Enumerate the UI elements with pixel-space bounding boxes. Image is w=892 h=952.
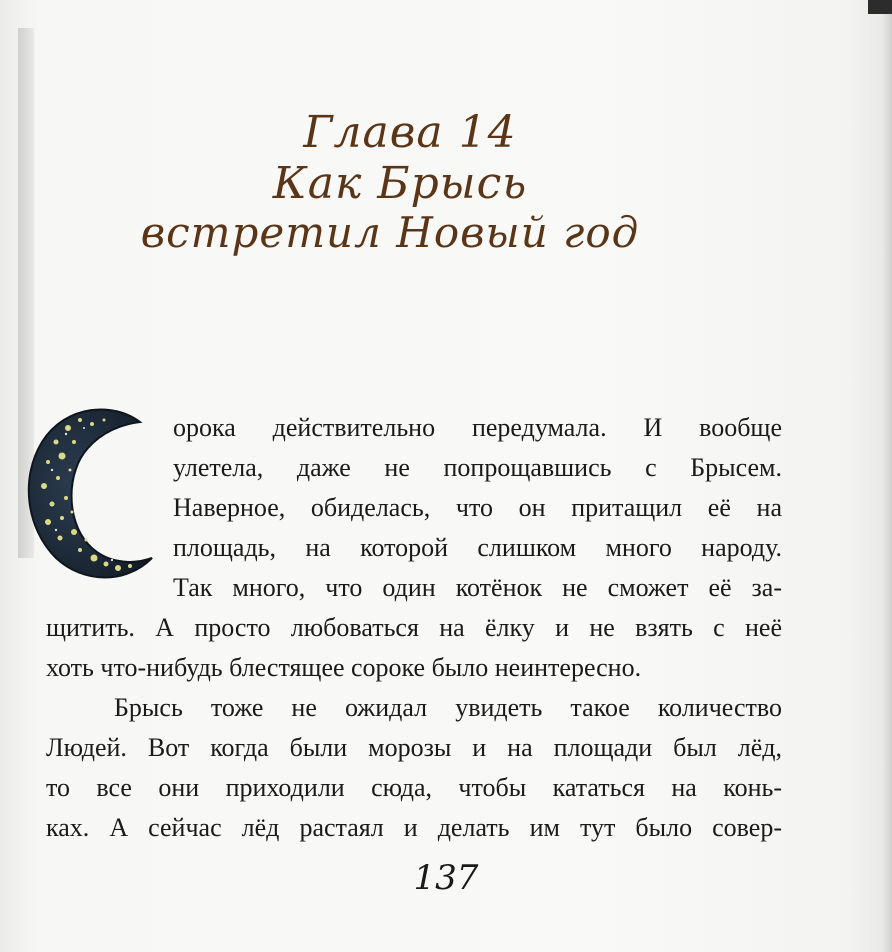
text-line: Брысь тоже не ожидал увидеть такое количество	[114, 693, 782, 722]
chapter-number: Глава 14	[303, 107, 517, 158]
chapter-title-line-1: Как Брысь	[272, 157, 528, 209]
text-line: ках. А сейчас лёд растаял и делать им тут было совер-	[46, 813, 782, 842]
text-line: площадь, на которой слишком много народу.	[173, 533, 782, 562]
text-line: улетела, даже не попрощавшись с Брысем.	[173, 453, 782, 482]
text-line: Людей. Вот когда были морозы и на площади был лёд,	[46, 733, 782, 762]
chapter-heading	[130, 108, 690, 257]
text-line: то все они приходили сюда, чтобы кататься на конь-	[46, 773, 782, 802]
page-number: 137	[413, 858, 479, 898]
text-line: орока действительно передумала. И вообще	[173, 413, 782, 442]
text-line: Так много, что один котёнок не сможет её за-	[173, 573, 782, 602]
page-corner	[868, 0, 892, 14]
text-line: хоть что-нибудь блестящее сороке было неинтересно.	[46, 653, 642, 682]
chapter-title-line-2: встретил Новый год	[140, 208, 640, 258]
page-edge-shadow	[882, 0, 892, 952]
text-line: Наверное, обиделась, что он притащил её на	[173, 493, 782, 522]
text-line: щитить. А просто любоваться на ёлку и не взять с неё	[46, 613, 782, 642]
body-text	[46, 408, 782, 848]
